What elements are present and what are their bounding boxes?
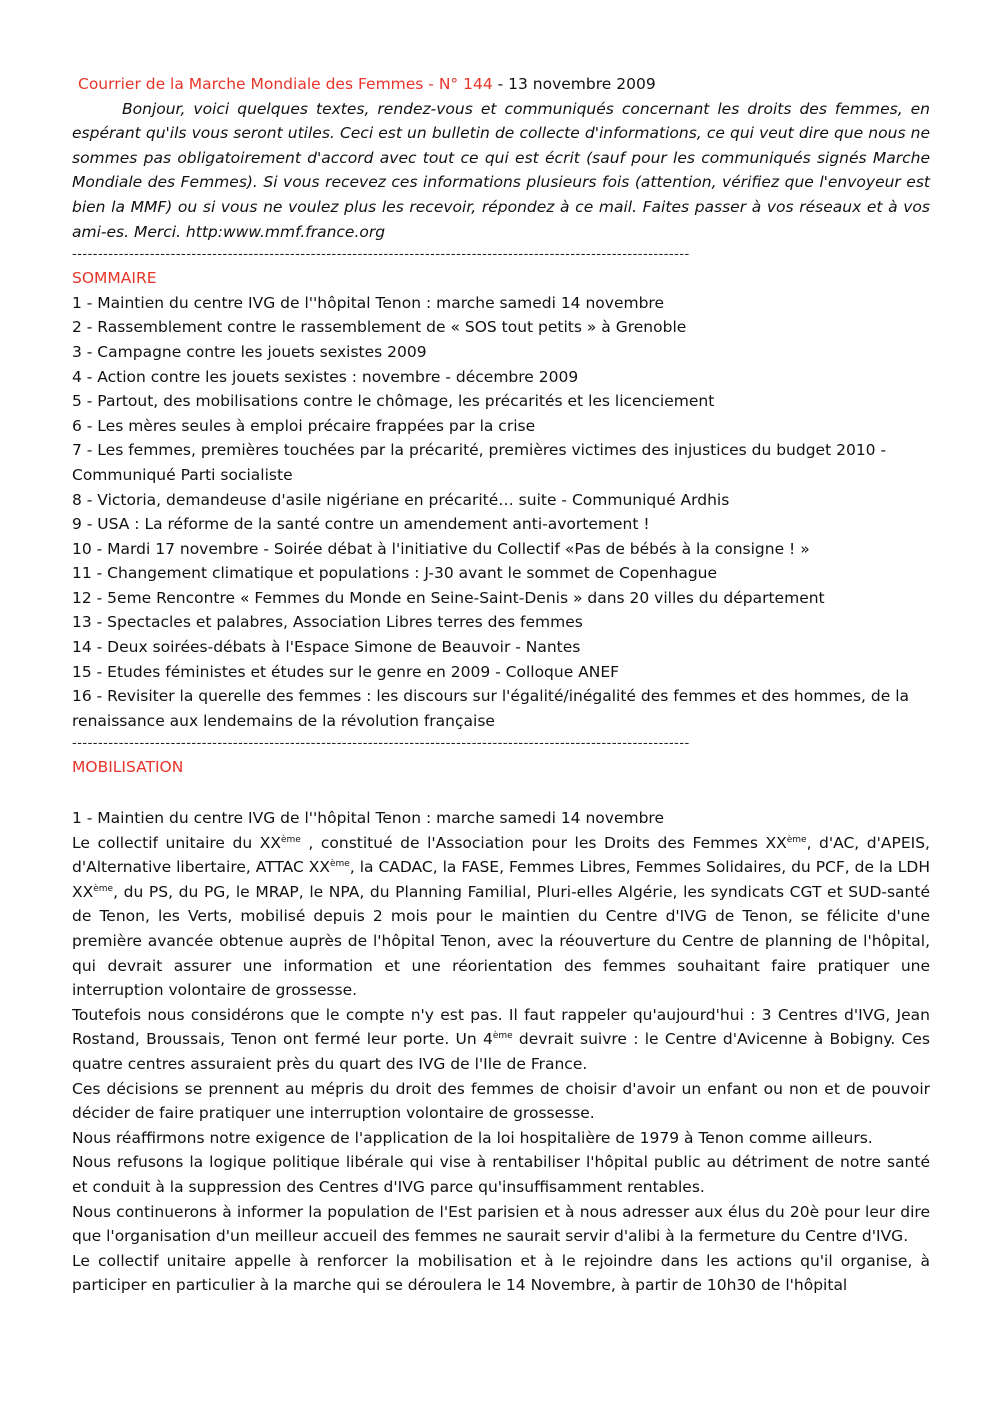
title-text: Courrier de la Marche Mondiale des Femmes - N° 144 <box>78 75 493 93</box>
document-page <box>72 72 930 1298</box>
newsletter-title <box>72 72 930 97</box>
toc-item: 12 - 5eme Rencontre « Femmes du Monde en Seine-Saint-Denis » dans 20 villes du département <box>72 588 825 607</box>
toc-item: 15 - Etudes féministes et études sur le genre en 2009 - Colloque ANEF <box>72 662 620 681</box>
superscript: ème <box>280 834 301 845</box>
toc-item: 13 - Spectacles et palabres, Association Libres terres des femmes <box>72 613 583 632</box>
article-paragraph-5: Nous refusons la logique politique libérale qui vise à rentabiliser l'hôpital public au détriment de notre santé et conduit à la suppression des Centres d'IVG parce qu'insuffisamment rentables. <box>72 1153 930 1196</box>
text-run: Le collectif unitaire du XX <box>72 833 281 852</box>
toc-item: 3 - Campagne contre les jouets sexistes 2009 <box>72 342 427 361</box>
article-paragraph-2 <box>72 1003 930 1077</box>
sommaire-list <box>72 291 930 734</box>
article-paragraph-1 <box>72 831 930 1003</box>
mobilisation-body <box>72 806 930 1298</box>
text-run: devrait suivre : le Centre d'Avicenne à Bobigny. Ces quatre centres assuraient près du quart des IVG de l'Ile de France. <box>72 1030 930 1073</box>
text-run: , du PS, du PG, le MRAP, le NPA, du Planning Familial, Pluri-elles Algérie, les syndicats CGT et SUD-santé de Tenon, les Verts, mobilisé depuis 2 mois pour le maintien du Centre d'IVG de Tenon, se félicite d'une première avancée obtenue auprès de l'hôpital Tenon, avec la réouverture du Centre de planning de l'hôpital, qui devrait assurer une information et une réorientation des femmes souhaitant faire pratiquer une interruption volontaire de grossesse. <box>72 882 930 1000</box>
toc-item: 11 - Changement climatique et populations : J-30 avant le sommet de Copenhague <box>72 564 718 583</box>
superscript: ème <box>492 1031 513 1042</box>
text-run: Toutefois nous considérons que le compte n'y est pas. Il faut rappeler qu'aujourd'hui : 3 Centres d'IVG, Jean Rostand, Broussais, Tenon ont fermé leur porte. Un 4 <box>72 1005 930 1049</box>
toc-item: 6 - Les mères seules à emploi précaire frappées par la crise <box>72 416 536 435</box>
toc-item: 8 - Victoria, demandeuse d'asile nigériane en précarité… suite - Communiqué Ardhis <box>72 490 730 509</box>
article-paragraph-6: Nous continuerons à informer la population de l'Est parisien et à nous adresser aux élus du 20è pour leur dire que l'organisation d'un meilleur accueil des femmes ne saurait servir d'alibi à la fermeture du Centre d'IVG. <box>72 1202 930 1246</box>
text-run: , constitué de l'Association pour les Droits des Femmes XX <box>300 833 787 852</box>
article-paragraph-7: Le collectif unitaire appelle à renforcer la mobilisation et à le rejoindre dans les actions qu'il organise, à participer en particulier à la marche qui se déroulera le 14 Novembre, à partir de 10h30 de l'hôpital <box>72 1251 930 1295</box>
title-date: - 13 novembre 2009 <box>492 75 656 93</box>
text-run: , d'AC, d'APEIS, d'Alternative libertaire, ATTAC XX <box>72 833 930 877</box>
article-paragraph-3: Ces décisions se prennent au mépris du droit des femmes de choisir d'avoir un enfant ou non et de pouvoir décider de faire pratiquer une interruption volontaire de grossesse. <box>72 1079 930 1123</box>
toc-item: 1 - Maintien du centre IVG de l''hôpital Tenon : marche samedi 14 novembre <box>72 293 664 312</box>
mobilisation-heading: MOBILISATION <box>72 758 184 777</box>
toc-item: 14 - Deux soirées-débats à l'Espace Simone de Beauvoir - Nantes <box>72 638 581 657</box>
separator-line: ----------------------------------------------------------------------------------------------------------------------- <box>72 247 690 263</box>
superscript: ème <box>93 883 114 894</box>
toc-item: 2 - Rassemblement contre le rassemblement de « SOS tout petits » à Grenoble <box>72 318 687 337</box>
separator-line: ----------------------------------------------------------------------------------------------------------------------- <box>72 736 690 752</box>
article-paragraph-4: Nous réaffirmons notre exigence de l'application de la loi hospitalière de 1979 à Tenon comme ailleurs. <box>72 1128 873 1147</box>
superscript: ème <box>786 834 807 845</box>
sommaire-heading: SOMMAIRE <box>72 269 157 288</box>
toc-item: 10 - Mardi 17 novembre - Soirée débat à l'initiative du Collectif «Pas de bébés à la consigne ! » <box>72 539 810 558</box>
spacer <box>72 780 930 806</box>
toc-item: 5 - Partout, des mobilisations contre le chômage, les précarités et les licenciement <box>72 392 715 411</box>
toc-item: 16 - Revisiter la querelle des femmes : les discours sur l'égalité/inégalité des femmes et des hommes, de la renaissance aux lendemains de la révolution française <box>72 687 909 730</box>
text-run: , la CADAC, la FASE, Femmes Libres, Femmes Solidaires, du PCF, de la LDH XX <box>72 858 930 901</box>
toc-item: 7 - Les femmes, premières touchées par la précarité, premières victimes des injustices du budget 2010 - Communiqué Parti socialiste <box>72 441 887 484</box>
intro-paragraph: Bonjour, voici quelques textes, rendez-vous et communiqués concernant les droits des femmes, en espérant qu'ils vous seront utiles. Ceci est un bulletin de collecte d'informations, ce qui veut dire que nous ne sommes pas obligatoirement d'accord avec tout ce qui est écrit (sauf pour les communiqués signés Marche Mondiale des Femmes). Si vous recevez ces informations plusieurs fois (attention, vérifiez que l'envoyeur est bien la MMF) ou si vous ne voulez plus les recevoir, répondez à ce mail. Faites passer à vos réseaux et à vos ami-es. Merci. http:www.mmf.france.org <box>72 99 930 241</box>
toc-item: 4 - Action contre les jouets sexistes : novembre - décembre 2009 <box>72 367 579 386</box>
superscript: ème <box>329 859 350 870</box>
toc-item: 9 - USA : La réforme de la santé contre un amendement anti-avortement ! <box>72 515 650 534</box>
article-title: 1 - Maintien du centre IVG de l''hôpital Tenon : marche samedi 14 novembre <box>72 809 664 828</box>
